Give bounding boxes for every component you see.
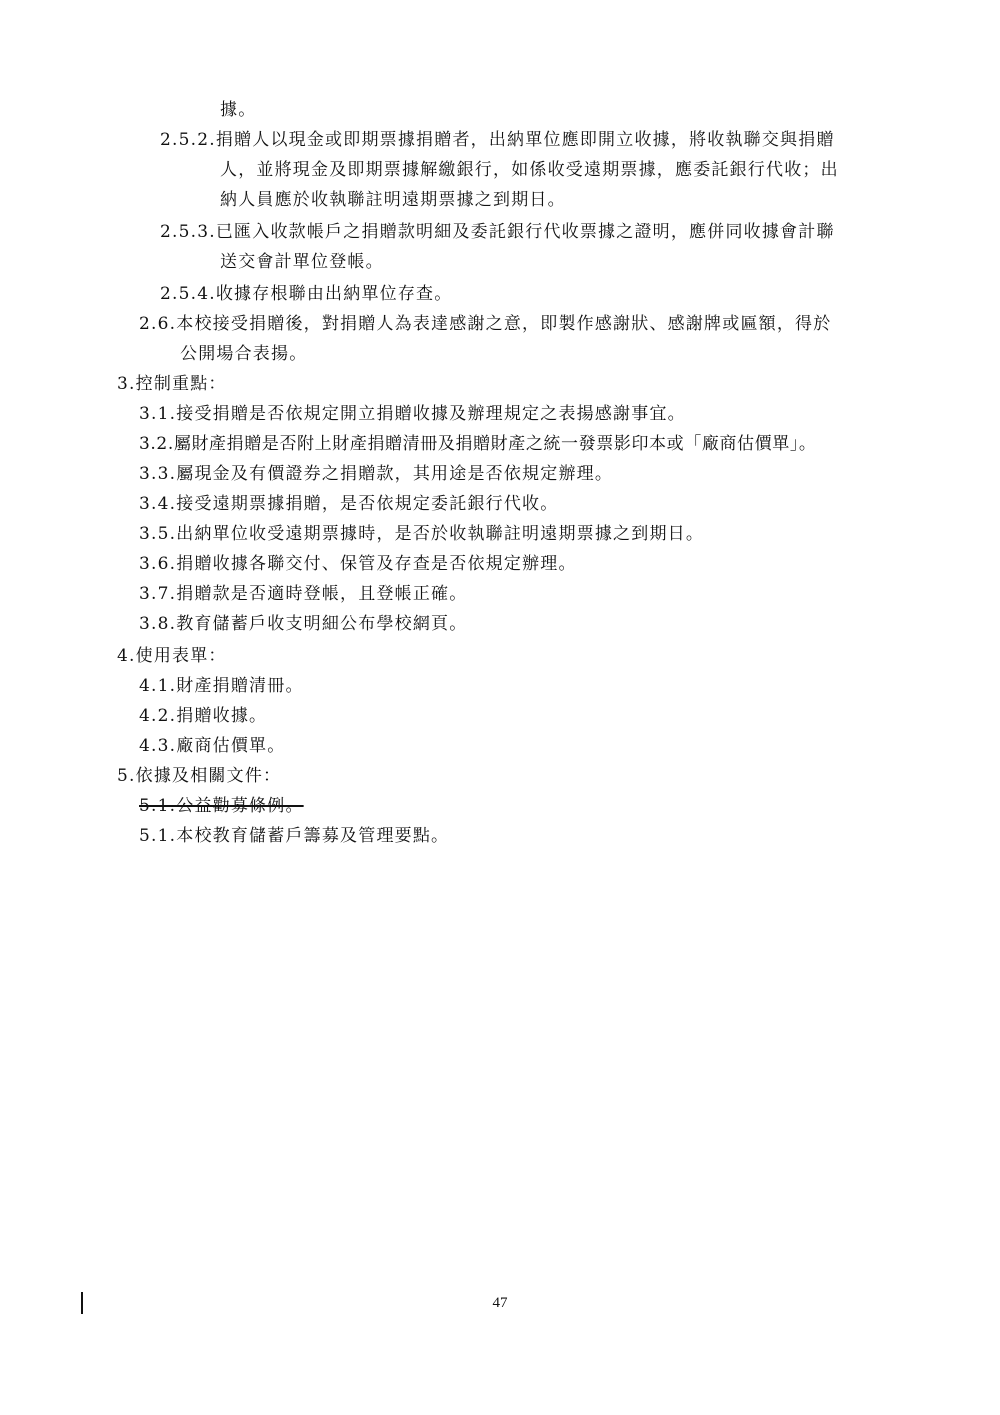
text-line: 5.1.本校教育儲蓄戶籌募及管理要點。 <box>139 826 450 846</box>
text-line: 4.2.捐贈收據。 <box>139 706 268 726</box>
section-heading: 5.依據及相關文件： <box>117 766 282 786</box>
text-line: 據。 <box>220 100 257 120</box>
text-line: 2.6.本校接受捐贈後，對捐贈人為表達感謝之意，即製作感謝狀、感謝牌或匾額，得於 <box>139 314 832 334</box>
text-line: 3.8.教育儲蓄戶收支明細公布學校網頁。 <box>139 614 468 634</box>
page-number: 47 <box>492 1295 508 1311</box>
text-line: 人，並將現金及即期票據解繳銀行，如係收受遠期票據，應委託銀行代收；出 <box>220 160 839 180</box>
text-line: 2.5.2.捐贈人以現金或即期票據捐贈者，出納單位應即開立收據，將收執聯交與捐贈 <box>160 130 835 150</box>
text-line: 3.2.屬財產捐贈是否附上財產捐贈清冊及捐贈財產之統一發票影印本或「廠商估價單」。 <box>139 434 817 454</box>
text-line: 3.6.捐贈收據各聯交付、保管及存查是否依規定辦理。 <box>139 554 577 574</box>
text-line: 3.3.屬現金及有價證券之捐贈款，其用途是否依規定辦理。 <box>139 464 614 484</box>
text-line: 4.1.財產捐贈清冊。 <box>139 676 304 696</box>
text-line: 送交會計單位登帳。 <box>220 252 384 272</box>
text-line: 3.4.接受遠期票據捐贈，是否依規定委託銀行代收。 <box>139 494 559 514</box>
text-line: 3.7.捐贈款是否適時登帳，且登帳正確。 <box>139 584 468 604</box>
text-line: 3.1.接受捐贈是否依規定開立捐贈收據及辦理規定之表揚感謝事宜。 <box>139 404 686 424</box>
text-line: 4.3.廠商估價單。 <box>139 736 286 756</box>
text-line: 2.5.3.已匯入收款帳戶之捐贈款明細及委託銀行代收票據之證明，應併同收據會計聯 <box>160 222 835 242</box>
text-line: 3.5.出納單位收受遠期票據時，是否於收執聯註明遠期票據之到期日。 <box>139 524 705 544</box>
text-line: 公開場合表揚。 <box>180 344 308 364</box>
section-heading: 3.控制重點： <box>117 374 227 394</box>
section-heading: 4.使用表單： <box>117 646 227 666</box>
deleted-text-line: 5.1.公益勸募條例。 <box>139 796 304 816</box>
text-line: 納人員應於收執聯註明遠期票據之到期日。 <box>220 190 566 210</box>
text-line: 2.5.4.收據存根聯由出納單位存查。 <box>160 284 453 304</box>
